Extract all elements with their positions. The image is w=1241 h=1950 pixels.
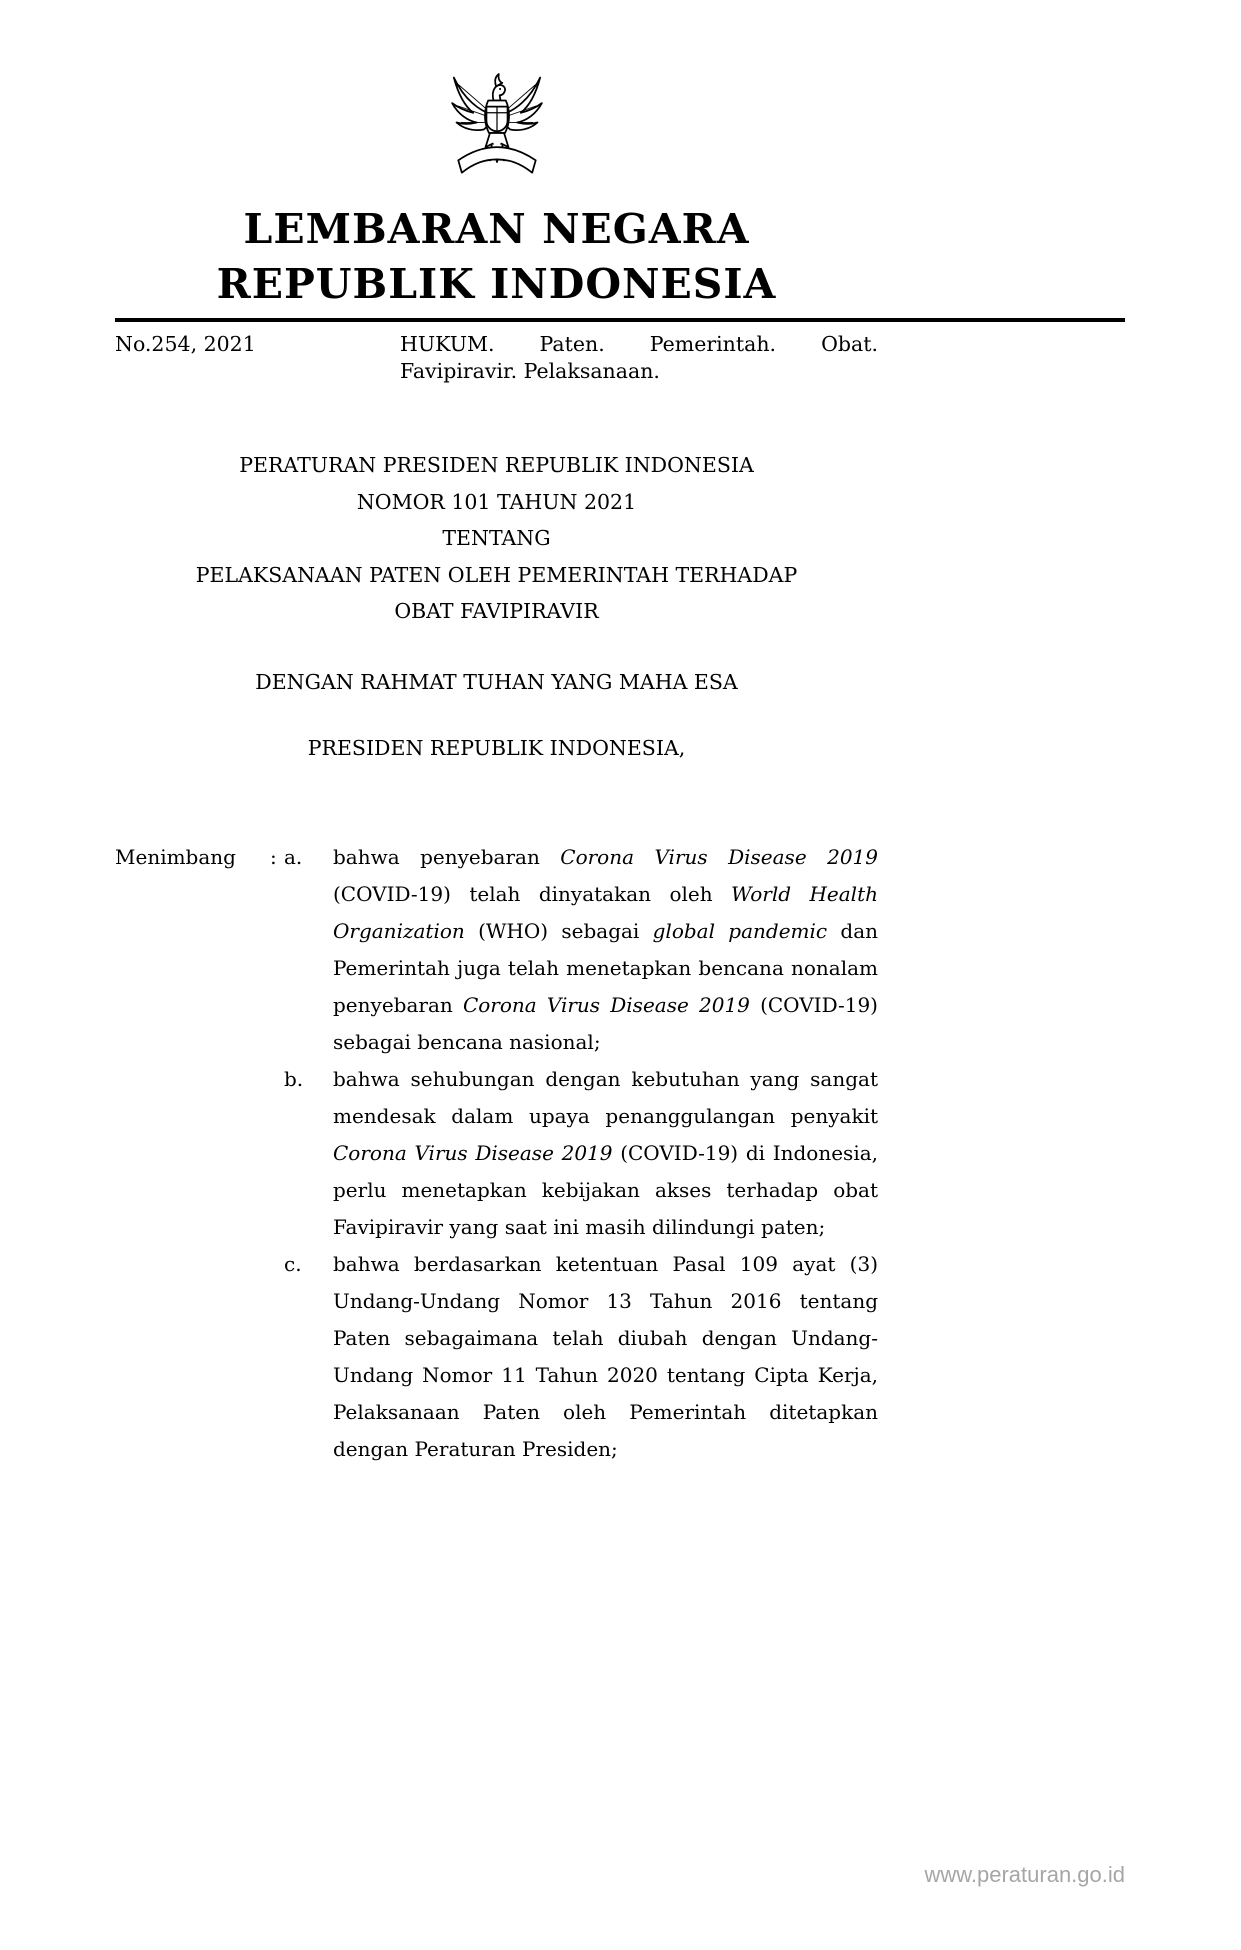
item-text-c: bahwa berdasarkan ketentuan Pasal 109 ayat (3) Undang-Undang Nomor 13 Tahun 2016 tentang Paten sebagaimana telah diubah dengan Undang-Undang Nomor 11 Tahun 2020 tentang Cipta Kerja, Pelaksanaan Paten oleh Pemerintah ditetapkan dengan Peraturan Presiden; (333, 1251, 878, 1461)
regulation-title-line: PERATURAN PRESIDEN REPUBLIK INDONESIA (239, 453, 754, 477)
gazette-title-line1: LEMBARAN NEGARA (243, 205, 750, 253)
item-marker-a: a. (284, 844, 303, 869)
subject-keywords: HUKUM. Paten. Pemerintah. Obat. Favipiravir. Pelaksanaan. (400, 332, 878, 383)
regulation-tentang-line: TENTANG (442, 526, 551, 550)
consideration-item-b (115, 1061, 878, 1246)
item-marker-c: c. (284, 1251, 302, 1276)
issuer-line: PRESIDEN REPUBLIK INDONESIA, (307, 736, 686, 760)
regulation-subject-line2: OBAT FAVIPIRAVIR (394, 599, 599, 623)
garuda-pancasila-emblem (115, 0, 878, 192)
regulation-subject-line1: PELAKSANAAN PATEN OLEH PEMERINTAH TERHADAP (195, 562, 798, 587)
issue-line (115, 331, 878, 385)
item-text-b: bahwa sehubungan dengan kebutuhan yang sangat mendesak dalam upaya penanggulangan penyakit Corona Virus Disease 2019 (COVID-19) di Indonesia, perlu menetapkan kebijakan akses terhadap obat Favipiravir yang saat ini masih dilindungi paten; (333, 1066, 878, 1239)
watermark-url: www.peraturan.go.id (924, 1862, 1125, 1887)
regulation-number-line: NOMOR 101 TAHUN 2021 (356, 489, 637, 514)
item-marker-b: b. (284, 1066, 304, 1091)
considerations-section (115, 839, 1125, 1468)
consideration-item-c (115, 1246, 878, 1468)
invocation-line: DENGAN RAHMAT TUHAN YANG MAHA ESA (255, 669, 738, 694)
considerations-label: Menimbang (115, 844, 236, 869)
item-text-a: bahwa penyebaran Corona Virus Disease 2019 (COVID-19) telah dinyatakan oleh World Health Organization (WHO) sebagai global pandemic dan Pemerintah juga telah menetapkan bencana nonalam penyebaran Corona Virus Disease 2019 (COVID-19) sebagai bencana nasional; (333, 844, 878, 1054)
gazette-title-line2: REPUBLIK INDONESIA (216, 260, 777, 308)
consideration-item-a (115, 839, 878, 1061)
masthead-divider (115, 318, 1125, 322)
garuda-pancasila-icon (444, 60, 550, 192)
issue-number: No.254, 2021 (115, 332, 256, 356)
regulation-heading (115, 447, 878, 767)
considerations-separator: : (270, 844, 277, 869)
